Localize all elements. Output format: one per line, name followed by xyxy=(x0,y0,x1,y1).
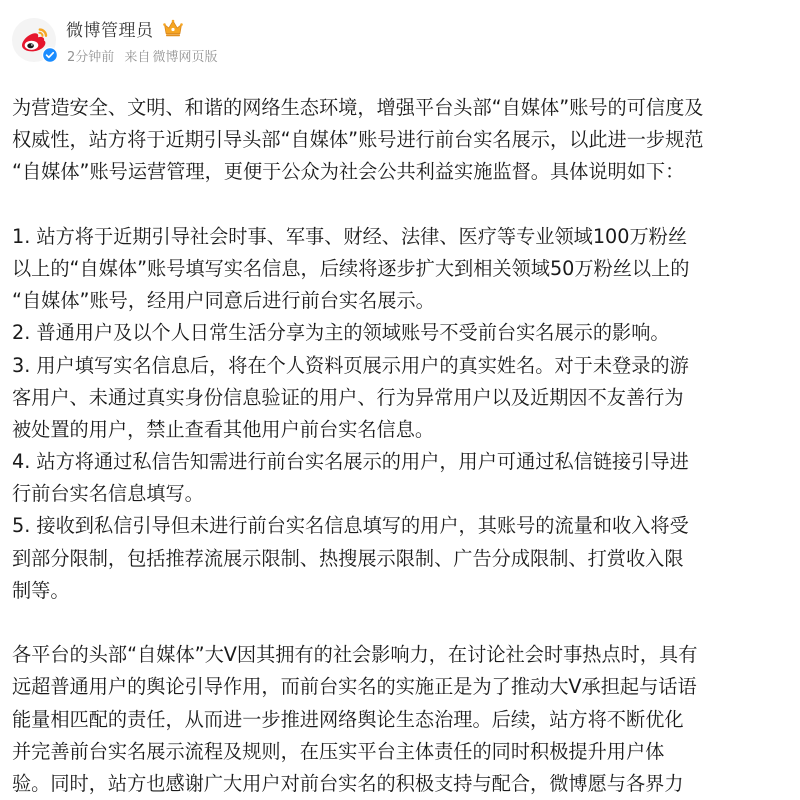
paragraph-break xyxy=(12,607,792,639)
post-text-line: “自媒体”账号运营管理，更便于公众为社会公共利益实施监督。具体说明如下： xyxy=(12,160,685,184)
post-source: 微博网页版 xyxy=(152,50,218,65)
paragraph-break xyxy=(12,189,792,221)
post-body xyxy=(12,92,792,800)
post-header xyxy=(0,0,800,76)
post-text-line: 各平台的头部“自媒体”大V因其拥有的社会影响力，在讨论社会时事热点时，具有 xyxy=(12,643,698,667)
source-prefix: 来自 xyxy=(124,50,151,65)
post-text-line: “自媒体”账号，经用户同意后进行前台实名展示。 xyxy=(12,289,435,313)
post-text-line: 能量相匹配的责任，从而进一步推进网络舆论生态治理。后续，站方将不断优化 xyxy=(12,707,684,731)
author-name-row xyxy=(66,15,184,41)
post-text-line: 制等。 xyxy=(12,578,70,602)
post-text-line: 为营造安全、文明、和谐的网络生态环境，增强平台头部“自媒体”账号的可信度及 xyxy=(12,96,704,119)
post-text-line: 客用户、未通过真实身份信息验证的用户、行为异常用户以及近期因不友善行为 xyxy=(12,385,684,409)
post-text-line: 4. 站方将通过私信告知需进行前台实名展示的用户，用户可通过私信链接引导进 xyxy=(12,450,689,474)
post-text-line: 行前台实名信息填写。 xyxy=(12,482,204,506)
crown-badge[interactable] xyxy=(162,18,184,38)
post-text-line: 被处置的用户，禁止查看其他用户前台实名信息。 xyxy=(12,417,435,441)
post-text-line: 远超普通用户的舆论引导作用，而前台实名的实施正是为了推动大V承担起与话语 xyxy=(12,675,697,699)
verified-badge-icon xyxy=(42,47,58,63)
post-text-line: 并完善前台实名展示流程及规则，在压实平台主体责任的同时积极提升用户体 xyxy=(12,739,665,763)
post-text-line: 以上的“自媒体”账号填写实名信息，后续将逐步扩大到相关领域50万粉丝以上的 xyxy=(12,256,690,280)
post-timestamp[interactable]: 2分钟前 xyxy=(67,50,115,65)
post-text-line: 1. 站方将于近期引导社会时事、军事、财经、法律、医疗等专业领域100万粉丝 xyxy=(12,224,688,248)
post-text-line: 权威性，站方将于近期引导头部“自媒体”账号进行前台实名展示，以此进一步规范 xyxy=(12,128,704,152)
post-meta xyxy=(67,46,217,65)
post-text-line: 3. 用户填写实名信息后，将在个人资料页展示用户的真实姓名。对于未登录的游 xyxy=(12,353,689,377)
post-text-line: 到部分限制，包括推荐流展示限制、热搜展示限制、广告分成限制、打赏收入限 xyxy=(12,546,684,570)
author-name[interactable]: 微博管理员 xyxy=(66,20,154,41)
verified-badge xyxy=(42,47,58,63)
post-text-line: 验。同时，站方也感谢广大用户对前台实名的积极支持与配合，微博愿与各界力 xyxy=(12,771,684,795)
post-text-line: 5. 接收到私信引导但未进行前台实名信息填写的用户，其账号的流量和收入将受 xyxy=(12,514,689,538)
post-text-line: 2. 普通用户及以个人日常生活分享为主的领域账号不受前台实名展示的影响。 xyxy=(12,321,670,345)
crown-badge-icon xyxy=(162,18,184,38)
